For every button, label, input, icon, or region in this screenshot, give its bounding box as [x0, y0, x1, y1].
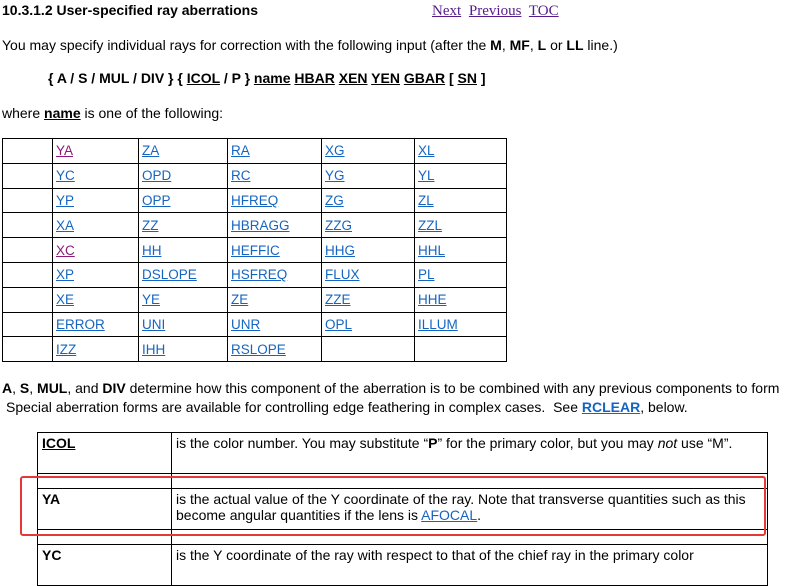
codes-cell [415, 312, 507, 337]
codes-cell [53, 287, 139, 312]
codes-blank-cell [3, 213, 53, 238]
codes-cell [53, 312, 139, 337]
code-link-ze[interactable]: ZE [231, 292, 249, 308]
codes-cell [228, 287, 322, 312]
code-link-xa[interactable]: XA [56, 217, 75, 233]
codes-blank-cell [3, 238, 53, 263]
code-link-dslope[interactable]: DSLOPE [142, 267, 197, 283]
code-link-xe[interactable]: XE [56, 292, 75, 308]
codes-cell [415, 262, 507, 287]
toc-link[interactable]: TOC [528, 3, 559, 19]
code-link-zzl[interactable]: ZZL [418, 217, 443, 233]
code-link-ya[interactable]: YA [56, 143, 74, 159]
intro-text: You may specify individual rays for correction with the following input (after the M, MF, L or LL line.) [2, 37, 618, 53]
code-link-yg[interactable]: YG [325, 168, 345, 184]
codes-cell [139, 139, 228, 164]
definition-row-yc [38, 545, 768, 586]
codes-cell [322, 262, 415, 287]
code-link-xp[interactable]: XP [56, 267, 75, 283]
codes-cell [139, 163, 228, 188]
codes-row [3, 238, 507, 263]
term-yc: YC [38, 545, 172, 586]
codes-cell [322, 312, 415, 337]
codes-cell [322, 238, 415, 263]
codes-cell [53, 188, 139, 213]
definition-ya: is the actual value of the Y coordinate of the ray. Note that transverse quantities such as this become angular quantities if the lens is AFOCAL. [172, 489, 768, 530]
definition-yc: is the Y coordinate of the ray with respect to that of the chief ray in the primary color [172, 545, 768, 586]
code-link-rc[interactable]: RC [231, 168, 251, 184]
codes-cell [228, 188, 322, 213]
rclear-link[interactable]: RCLEAR [581, 399, 641, 415]
code-link-yl[interactable]: YL [418, 168, 435, 184]
codes-cell [415, 213, 507, 238]
definition-row-icol [38, 433, 768, 474]
code-link-heffic[interactable]: HEFFIC [231, 242, 280, 258]
codes-row [3, 139, 507, 164]
codes-cell [415, 337, 507, 362]
code-link-yp[interactable]: YP [56, 192, 75, 208]
codes-cell [53, 163, 139, 188]
codes-cell [53, 213, 139, 238]
nav-links [432, 3, 563, 20]
code-link-ihh[interactable]: IHH [142, 341, 166, 357]
afocal-link[interactable]: AFOCAL [421, 507, 478, 523]
codes-cell [228, 139, 322, 164]
codes-cell [228, 337, 322, 362]
codes-cell [228, 163, 322, 188]
term-ya: YA [38, 489, 172, 530]
codes-cell [415, 163, 507, 188]
codes-row [3, 312, 507, 337]
code-link-error[interactable]: ERROR [56, 316, 105, 332]
codes-cell [139, 188, 228, 213]
codes-cell [139, 238, 228, 263]
code-link-zzg[interactable]: ZZG [325, 217, 352, 233]
spacer-row [38, 474, 768, 489]
feathering-note: Special aberration forms are available for controlling edge feathering in complex cases. See RCLEAR, below. [6, 399, 688, 415]
code-link-xg[interactable]: XG [325, 143, 345, 159]
code-link-yc[interactable]: YC [56, 168, 75, 184]
code-link-hfreq[interactable]: HFREQ [231, 192, 279, 208]
code-link-zg[interactable]: ZG [325, 192, 344, 208]
codes-cell [53, 139, 139, 164]
code-link-hsfreq[interactable]: HSFREQ [231, 267, 288, 283]
codes-cell [139, 262, 228, 287]
codes-row [3, 337, 507, 362]
code-link-opp[interactable]: OPP [142, 192, 171, 208]
codes-cell [228, 262, 322, 287]
codes-cell [53, 238, 139, 263]
code-link-zz[interactable]: ZZ [142, 217, 159, 233]
codes-blank-cell [3, 139, 53, 164]
codes-cell [53, 337, 139, 362]
code-link-uni[interactable]: UNI [142, 316, 166, 332]
term-icol: ICOL [38, 433, 172, 474]
code-link-unr[interactable]: UNR [231, 316, 261, 332]
code-link-izz[interactable]: IZZ [56, 341, 77, 357]
codes-cell [139, 337, 228, 362]
codes-cell [322, 163, 415, 188]
code-link-hhg[interactable]: HHG [325, 242, 355, 258]
codes-blank-cell [3, 163, 53, 188]
code-link-pl[interactable]: PL [418, 267, 435, 283]
codes-cell [415, 139, 507, 164]
definitions-table [37, 432, 768, 586]
definition-row-ya [38, 489, 768, 530]
code-link-xc[interactable]: XC [56, 242, 75, 258]
codes-cell [139, 287, 228, 312]
code-link-illum[interactable]: ILLUM [418, 316, 458, 332]
section-title: 10.3.1.2 User-specified ray aberrations [2, 2, 259, 18]
code-link-ye[interactable]: YE [142, 292, 161, 308]
codes-cell [322, 213, 415, 238]
code-link-opd[interactable]: OPD [142, 168, 172, 184]
codes-row [3, 213, 507, 238]
code-link-zze[interactable]: ZZE [325, 292, 351, 308]
code-link-xl[interactable]: XL [418, 143, 435, 159]
codes-cell [228, 238, 322, 263]
codes-cell [53, 262, 139, 287]
spacer-row [38, 530, 768, 545]
next-link[interactable]: Next [432, 3, 462, 19]
code-link-flux[interactable]: FLUX [325, 267, 360, 283]
code-link-rslope[interactable]: RSLOPE [231, 341, 286, 357]
code-link-hbragg[interactable]: HBRAGG [231, 217, 290, 233]
codes-row [3, 287, 507, 312]
codes-cell [415, 188, 507, 213]
codes-cell [228, 213, 322, 238]
codes-cell [415, 238, 507, 263]
code-link-zl[interactable]: ZL [418, 192, 434, 208]
combine-description: A, S, MUL, and DIV determine how this component of the aberration is to be combined with any previous components to form [2, 380, 780, 396]
codes-cell [415, 287, 507, 312]
codes-row [3, 262, 507, 287]
code-link-hhl[interactable]: HHL [418, 242, 446, 258]
codes-blank-cell [3, 287, 53, 312]
codes-blank-cell [3, 262, 53, 287]
where-text: where name is one of the following: [2, 105, 224, 121]
codes-blank-cell [3, 188, 53, 213]
codes-cell [139, 213, 228, 238]
codes-blank-cell [3, 312, 53, 337]
codes-row [3, 188, 507, 213]
aberration-codes-table [2, 138, 507, 362]
code-link-ra[interactable]: RA [231, 143, 250, 159]
command-syntax: { A / S / MUL / DIV } { ICOL / P } name HBAR XEN YEN GBAR [ SN ] [48, 70, 486, 86]
codes-row [3, 163, 507, 188]
definition-icol: is the color number. You may substitute “P” for the primary color, but you may not use “M”. [172, 433, 768, 474]
codes-cell [322, 287, 415, 312]
codes-blank-cell [3, 337, 53, 362]
code-link-opl[interactable]: OPL [325, 316, 353, 332]
code-link-hh[interactable]: HH [142, 242, 162, 258]
code-link-hhe[interactable]: HHE [418, 292, 447, 308]
codes-cell [322, 337, 415, 362]
previous-link[interactable]: Previous [468, 3, 522, 19]
code-link-za[interactable]: ZA [142, 143, 160, 159]
codes-cell [139, 312, 228, 337]
codes-cell [322, 139, 415, 164]
codes-cell [228, 312, 322, 337]
codes-cell [322, 188, 415, 213]
